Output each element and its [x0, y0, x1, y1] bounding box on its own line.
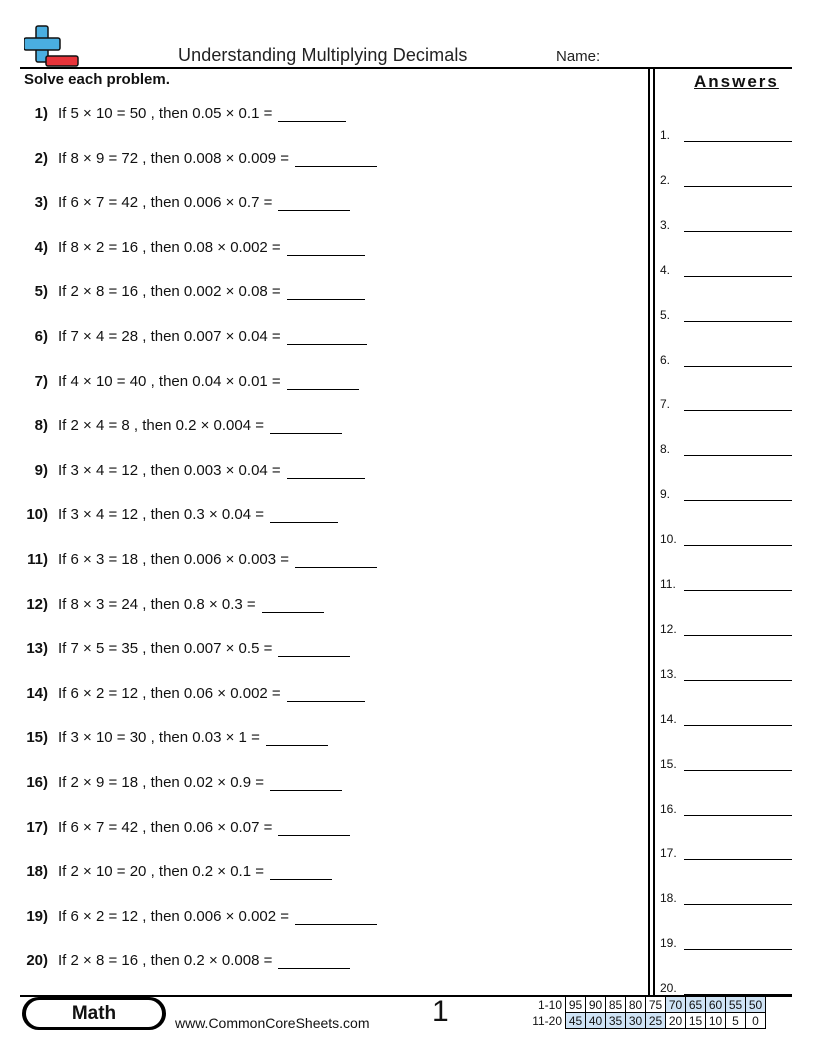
- problem-text: If 8 × 2 = 16 , then 0.08 × 0.002 =: [58, 238, 281, 256]
- problem-text: If 2 × 8 = 16 , then 0.2 × 0.008 =: [58, 952, 273, 970]
- answer-line[interactable]: [684, 590, 792, 591]
- plus-minus-logo-icon: [24, 24, 80, 68]
- answer-number: 5.: [660, 307, 671, 322]
- problem-text: If 6 × 2 = 12 , then 0.006 × 0.002 =: [58, 907, 290, 925]
- problem-number: 10): [26, 506, 48, 524]
- subject-badge: [22, 997, 166, 1030]
- answer-blank[interactable]: [287, 239, 365, 256]
- problem-text: If 3 × 10 = 30 , then 0.03 × 1 =: [58, 729, 260, 747]
- score-cell: 20: [666, 1013, 686, 1029]
- problem-number: 17): [26, 818, 48, 836]
- answer-row: [660, 663, 792, 681]
- problem-row: [0, 903, 377, 925]
- answer-row: [660, 977, 792, 995]
- problem-text: If 2 × 9 = 18 , then 0.02 × 0.9 =: [58, 774, 264, 791]
- score-row: [524, 997, 766, 1013]
- answer-blank[interactable]: [270, 506, 338, 523]
- problem-number: 12): [26, 595, 48, 613]
- answer-line[interactable]: [684, 680, 792, 681]
- score-table: [524, 996, 766, 1029]
- answer-line[interactable]: [684, 455, 792, 456]
- answer-blank[interactable]: [278, 194, 350, 211]
- answer-blank[interactable]: [287, 685, 365, 702]
- answer-number: 18.: [660, 891, 677, 906]
- answer-number: 11.: [660, 577, 676, 591]
- answer-row: [660, 124, 792, 142]
- problem-text: If 2 × 4 = 8 , then 0.2 × 0.004 =: [58, 417, 264, 435]
- score-cell: 40: [586, 1013, 606, 1029]
- answer-blank[interactable]: [295, 908, 377, 925]
- answer-row: [660, 259, 792, 277]
- problem-text: If 7 × 5 = 35 , then 0.007 × 0.5 =: [58, 640, 273, 658]
- answer-row: [660, 214, 792, 232]
- answer-row: [660, 304, 792, 322]
- score-cell: 50: [746, 997, 766, 1013]
- answer-line[interactable]: [684, 276, 792, 277]
- problem-row: [0, 323, 367, 345]
- answer-line[interactable]: [684, 815, 792, 816]
- answer-line[interactable]: [684, 904, 792, 905]
- answer-row: [660, 483, 792, 501]
- answer-blank[interactable]: [278, 952, 350, 969]
- problem-row: [0, 947, 350, 969]
- answer-number: 6.: [660, 352, 671, 367]
- problem-text: If 8 × 3 = 24 , then 0.8 × 0.3 =: [58, 595, 256, 613]
- problem-row: [0, 546, 377, 568]
- problem-number: 1): [34, 105, 48, 122]
- answer-line[interactable]: [684, 949, 792, 950]
- score-cell: 90: [586, 997, 606, 1013]
- header-divider: [20, 67, 792, 69]
- problem-row: [0, 189, 350, 211]
- problem-row: [0, 278, 365, 300]
- answer-number: 12.: [660, 621, 677, 636]
- score-cell: 30: [626, 1013, 646, 1029]
- answer-number: 20.: [660, 981, 677, 996]
- subject-label: Math: [26, 1000, 162, 1027]
- answer-row: [660, 349, 792, 367]
- page-title: Understanding Multiplying Decimals: [178, 45, 468, 65]
- problem-row: [0, 769, 342, 791]
- problem-text: If 7 × 4 = 28 , then 0.007 × 0.04 =: [58, 328, 281, 345]
- answers-title: Answers: [694, 72, 779, 91]
- answer-blank[interactable]: [287, 328, 367, 345]
- answer-number: 10.: [660, 532, 677, 547]
- problem-number: 13): [26, 640, 48, 658]
- score-cell: 80: [626, 997, 646, 1013]
- score-row-label: 1-10: [537, 997, 562, 1012]
- answer-number: 13.: [660, 666, 677, 681]
- answer-blank[interactable]: [266, 729, 328, 746]
- score-cell: 85: [606, 997, 626, 1013]
- problem-text: If 5 × 10 = 50 , then 0.05 × 0.1 =: [58, 105, 273, 122]
- answer-blank[interactable]: [287, 373, 359, 390]
- answer-number: 16.: [660, 801, 677, 816]
- score-cell: 65: [686, 997, 706, 1013]
- column-divider-right: [653, 67, 655, 996]
- name-label: Name:: [556, 48, 601, 65]
- score-row-label: 11-20: [532, 1013, 562, 1028]
- problem-row: [0, 724, 328, 746]
- answer-blank[interactable]: [270, 774, 342, 791]
- answer-row: [660, 573, 792, 591]
- problem-text: If 4 × 10 = 40 , then 0.04 × 0.01 =: [58, 372, 281, 390]
- problem-row: [0, 100, 346, 122]
- problem-number: 11): [27, 551, 48, 568]
- problem-row: [0, 234, 365, 256]
- column-divider-left: [648, 67, 650, 996]
- problem-row: [0, 501, 338, 523]
- problem-number: 15): [26, 729, 48, 747]
- problem-text: If 6 × 3 = 18 , then 0.006 × 0.003 =: [58, 551, 290, 568]
- answer-line[interactable]: [684, 500, 792, 501]
- answer-number: 7.: [660, 397, 671, 412]
- score-cell: 45: [566, 1013, 586, 1029]
- answer-blank[interactable]: [270, 863, 332, 880]
- answer-line[interactable]: [684, 231, 792, 232]
- problem-row: [0, 412, 342, 434]
- page-number: 1: [432, 995, 449, 1028]
- answer-row: [660, 528, 792, 546]
- answer-line[interactable]: [684, 141, 792, 142]
- problem-number: 20): [26, 952, 48, 970]
- answer-number: 9.: [660, 487, 671, 502]
- answer-row: [660, 438, 792, 456]
- website-label: www.CommonCoreSheets.com: [175, 1015, 370, 1031]
- answer-number: 2.: [660, 172, 671, 187]
- answer-number: 15.: [660, 756, 677, 771]
- problem-text: If 3 × 4 = 12 , then 0.003 × 0.04 =: [58, 461, 281, 479]
- answer-line[interactable]: [684, 366, 792, 367]
- answer-row: [660, 932, 792, 950]
- answer-blank[interactable]: [278, 819, 350, 836]
- problem-text: If 2 × 10 = 20 , then 0.2 × 0.1 =: [58, 863, 264, 881]
- problem-row: [0, 814, 350, 836]
- answer-number: 3.: [660, 217, 671, 232]
- answer-blank[interactable]: [278, 640, 350, 657]
- answer-number: 8.: [660, 442, 671, 457]
- problem-text: If 8 × 9 = 72 , then 0.008 × 0.009 =: [58, 149, 290, 167]
- problem-number: 18): [26, 863, 48, 881]
- answer-row: [660, 753, 792, 771]
- answer-blank[interactable]: [262, 596, 324, 613]
- answer-row: [660, 887, 792, 905]
- answer-line[interactable]: [684, 725, 792, 726]
- answer-line[interactable]: [684, 770, 792, 771]
- answer-blank[interactable]: [270, 417, 342, 434]
- answer-number: 4.: [660, 262, 671, 277]
- problem-row: [0, 145, 377, 167]
- problem-number: 8): [34, 417, 48, 435]
- answer-row: [660, 618, 792, 636]
- score-cell: 35: [606, 1013, 626, 1029]
- answer-blank[interactable]: [287, 283, 365, 300]
- answer-number: 14.: [660, 711, 677, 726]
- answer-blank[interactable]: [295, 150, 377, 167]
- answer-blank[interactable]: [295, 551, 377, 568]
- answer-row: [660, 708, 792, 726]
- problem-number: 6): [34, 328, 48, 345]
- score-cell: 70: [666, 997, 686, 1013]
- answer-blank[interactable]: [278, 105, 346, 122]
- score-cell: 15: [686, 1013, 706, 1029]
- problem-text: If 6 × 7 = 42 , then 0.06 × 0.07 =: [58, 818, 273, 836]
- score-cell: 25: [646, 1013, 666, 1029]
- instructions: Solve each problem.: [24, 71, 170, 88]
- problem-number: 14): [26, 684, 48, 702]
- answer-line[interactable]: [684, 545, 792, 546]
- problem-number: 9): [34, 461, 48, 479]
- problem-number: 16): [26, 774, 48, 791]
- problem-row: [0, 680, 365, 702]
- answer-blank[interactable]: [287, 462, 365, 479]
- score-cell: 0: [746, 1013, 766, 1029]
- problem-text: If 2 × 8 = 16 , then 0.002 × 0.08 =: [58, 283, 281, 301]
- problem-row: [0, 457, 365, 479]
- score-cell: 60: [706, 997, 726, 1013]
- problem-text: If 6 × 2 = 12 , then 0.06 × 0.002 =: [58, 684, 281, 702]
- problem-number: 19): [26, 907, 48, 925]
- answer-number: 1.: [660, 128, 671, 142]
- problem-number: 5): [34, 283, 48, 301]
- problem-number: 4): [34, 238, 48, 256]
- score-cell: 10: [706, 1013, 726, 1029]
- answer-line[interactable]: [684, 410, 792, 411]
- problem-row: [0, 368, 359, 390]
- answer-line[interactable]: [684, 635, 792, 636]
- answer-line[interactable]: [684, 186, 792, 187]
- problem-number: 2): [34, 149, 48, 167]
- answer-number: 17.: [660, 846, 677, 861]
- score-cell: 5: [726, 1013, 746, 1029]
- answer-row: [660, 798, 792, 816]
- score-cell: 75: [646, 997, 666, 1013]
- answer-row: [660, 169, 792, 187]
- answer-line[interactable]: [684, 859, 792, 860]
- problem-text: If 3 × 4 = 12 , then 0.3 × 0.04 =: [58, 506, 264, 524]
- problem-number: 3): [34, 194, 48, 212]
- answer-number: 19.: [660, 936, 677, 951]
- problem-row: [0, 858, 332, 880]
- answer-line[interactable]: [684, 321, 792, 322]
- problem-row: [0, 591, 324, 613]
- problem-number: 7): [34, 372, 48, 390]
- problem-row: [0, 635, 350, 657]
- score-cell: 55: [726, 997, 746, 1013]
- score-cell: 95: [566, 997, 586, 1013]
- score-row: [524, 1013, 766, 1029]
- problem-text: If 6 × 7 = 42 , then 0.006 × 0.7 =: [58, 194, 273, 212]
- answer-row: [660, 393, 792, 411]
- answer-row: [660, 842, 792, 860]
